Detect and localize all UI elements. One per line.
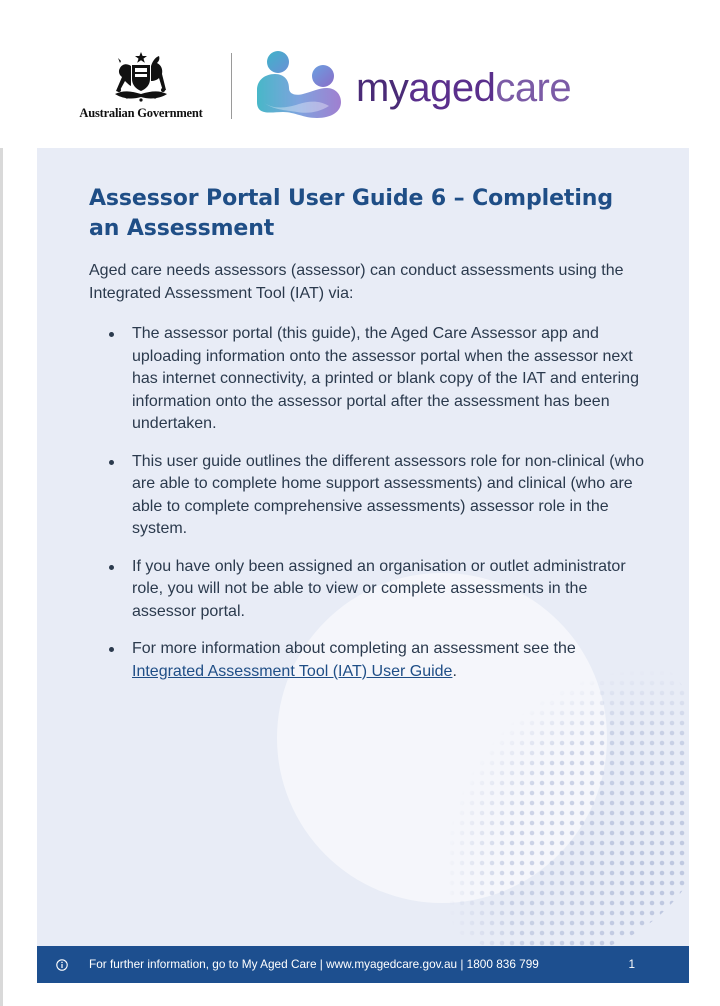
brand-part-my: my: [356, 66, 409, 110]
iat-user-guide-link[interactable]: Integrated Assessment Tool (IAT) User Guide: [132, 662, 453, 680]
page-footer: [37, 946, 689, 983]
footer-contact-info: For further information, go to My Aged Care | www.myagedcare.gov.au | 1800 836 799: [89, 957, 539, 971]
page-number: 1: [628, 957, 635, 971]
brand-part-care: care: [495, 66, 572, 110]
bullet-icon: [109, 332, 114, 337]
bullet-icon: [109, 460, 114, 465]
list-item-text-suffix: .: [452, 662, 457, 680]
info-icon: [56, 959, 68, 971]
header-divider: [231, 53, 232, 119]
document-body: [89, 184, 649, 698]
list-item: [132, 556, 649, 624]
page-title: Assessor Portal User Guide 6 – Completing an Assessment: [89, 186, 613, 241]
my-aged-care-symbol-icon: [255, 50, 345, 122]
page-header: [0, 0, 720, 148]
brand-part-aged: aged: [408, 66, 496, 110]
list-item: [132, 451, 649, 541]
government-name: Australian Government: [79, 106, 203, 120]
list-item-text: If you have only been assigned an organisation or outlet administrator role, you will not be able to view or complete assessments in the assessor portal.: [132, 557, 626, 620]
list-item: [132, 323, 649, 436]
list-item-text-prefix: For more information about completing an assessment see the: [132, 640, 576, 657]
content-panel: [37, 148, 689, 946]
australian-government-logo: [70, 50, 212, 125]
list-item-text: The assessor portal (this guide), the Aged Care Assessor app and uploading information onto the assessor portal when the assessor next has internet connectivity, a printed or blank copy of the IAT and entering information onto the assessor portal after the assessment has been undertaken.: [132, 325, 639, 432]
page-edge: [0, 0, 3, 1006]
bullet-icon: [109, 647, 114, 652]
bullet-icon: [109, 565, 114, 570]
list-item-text: This user guide outlines the different assessors role for non-clinical (who are able to complete home support assessments) and clinical (who are able to complete comprehensive assessments) assessor role in the system.: [132, 452, 644, 537]
coat-of-arms-icon: [105, 50, 177, 104]
my-aged-care-wordmark: [356, 66, 571, 110]
bullet-list: [89, 323, 649, 683]
intro-paragraph: Aged care needs assessors (assessor) can conduct assessments using the Integrated Assessment Tool (IAT) via:: [89, 262, 624, 302]
list-item: [132, 638, 649, 683]
